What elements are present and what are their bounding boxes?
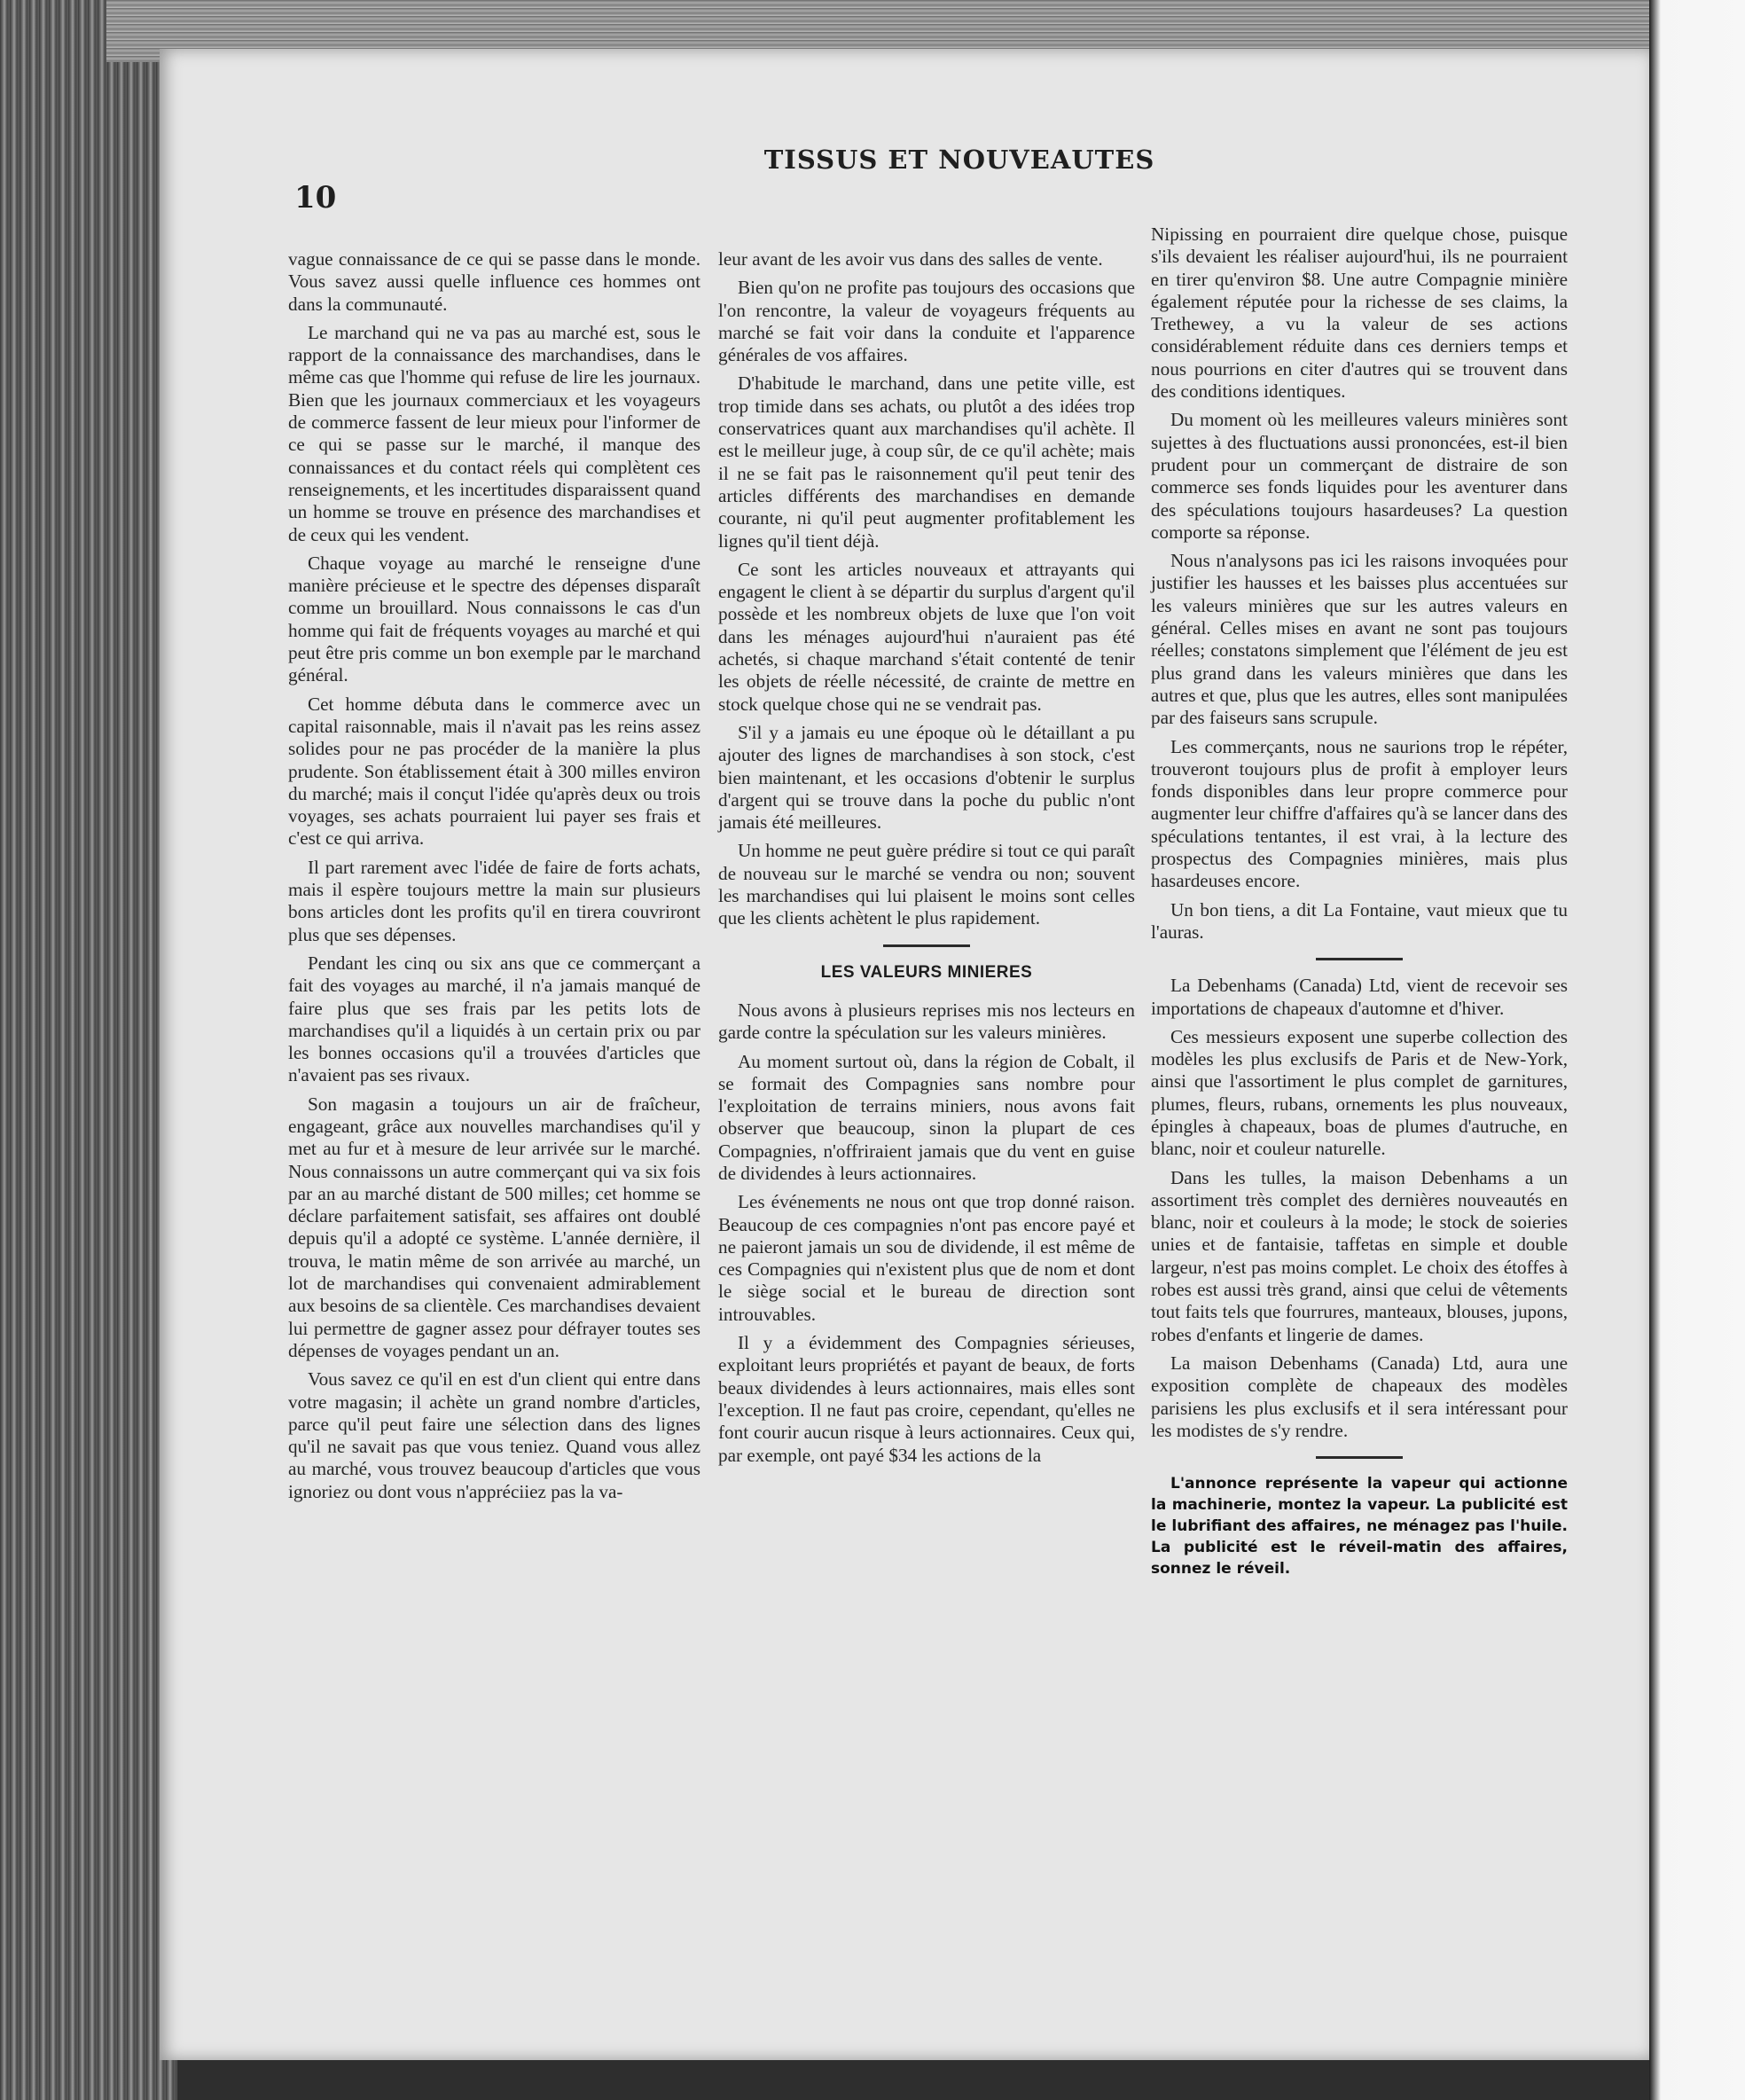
paragraph: Du moment où les meilleures valeurs minières sont sujettes à des fluctuations aussi prononcées, est-il bien prudent pour un commerçant de distraire de son commerce ses fonds liquides pour les aventurer dans des spéculations toujours hasardeuses? La question comporte sa réponse. [1151, 409, 1568, 543]
section-divider [883, 944, 970, 947]
paragraph: Bien qu'on ne profite pas toujours des occasions que l'on rencontre, la valeur de voyageurs fréquents au marché se fait voir dans la conduite et l'apparence générales de vos affaires. [718, 277, 1135, 366]
paragraph: Chaque voyage au marché le renseigne d'une manière précieuse et le spectre des dépenses disparaît comme un brouillard. Nous connaissons le cas d'un homme qui fait de fréquents voyages au marché et qui peut être pris comme un bon exemple par le marchand général. [288, 552, 700, 686]
paragraph: Pendant les cinq ou six ans que ce commerçant a fait des voyages au marché, il n'a jamais manqué de faire plus que ses frais par les petits lots de marchandises qu'il a liquidés à un certain prix ou par les bonnes occasions qu'il a trouvées d'articles que n'avaient pas ses rivaux. [288, 952, 700, 1086]
advertising-notice: L'annonce représente la vapeur qui actionne la machinerie, montez la vapeur. La publicité est le lubrifiant des affaires, ne ménagez pas l'huile. La publicité est le réveil-matin des affaires, sonnez le réveil. [1151, 1475, 1568, 1579]
paragraph: Nous n'analysons pas ici les raisons invoquées pour justifier les hausses et les baisses plus accentuées sur les valeurs minières que sur les autres valeurs en général. Celles mises en avant ne sont pas toujours réelles; constatons simplement que l'élément de jeu est plus grand dans les valeurs minières que dans les autres et que, plus que les autres, elles sont manipulées par des faiseurs sans scrupule. [1151, 550, 1568, 729]
paragraph: Vous savez ce qu'il en est d'un client qui entre dans votre magasin; il achète un grand nombre d'articles, parce qu'il peut faire une sélection dans des lignes qu'il ne savait pas que vous teniez. Quand vous allez au marché, vous trouvez beaucoup d'articles que vous ignoriez ou dont vous n'appréciiez pas la va- [288, 1368, 700, 1502]
paragraph: Son magasin a toujours un air de fraîcheur, engageant, grâce aux nouvelles marchandises qu'il y met au fur et à mesure de leur arrivée sur le marché. Nous connaissons un autre commerçant qui va six fois par an au marché distant de 500 milles; cet homme se déclare parfaitement satisfait, ses affaires ont doublé depuis qu'il a adopté ce système. L'année dernière, il trouva, le matin même de son arrivée au marché, un lot de marchandises qui convenaient admirablement aux besoins de sa clientèle. Ces marchandises devaient lui permettre de gagner assez pour défrayer toutes ses dépenses de voyages pendant un an. [288, 1093, 700, 1361]
paragraph: Ces messieurs exposent une superbe collection des modèles les plus exclusifs de Paris et de New-York, ainsi que l'assortiment le plus complet de garnitures, plumes, fleurs, rubans, ornements les plus nouveaux, épingles à chapeaux, boas de plumes d'autruche, en blanc, noir et couleur naturelle. [1151, 1025, 1568, 1160]
paragraph: vague connaissance de ce qui se passe dans le monde. Vous savez aussi quelle influence ces hommes ont dans la communauté. [288, 248, 700, 315]
running-title: TISSUS ET NOUVEAUTES [763, 145, 1155, 175]
paragraph: Les commerçants, nous ne saurions trop le répéter, trouveront toujours plus de profit à employer leurs fonds disponibles dans leur propre commerce pour augmenter leur chiffre d'affaires qu'à se lancer dans des spéculations tentantes, il est vrai, à la lecture des prospectus des Compagnies minières, mais plus hasardeuses encore. [1151, 735, 1568, 892]
column-2 [718, 248, 1135, 1473]
paragraph: S'il y a jamais eu une époque où le détaillant a pu ajouter des lignes de marchandises à son stock, c'est bien maintenant, et les occasions d'obtenir le surplus d'argent qui se trouve dans la poche du public n'ont jamais été meilleures. [718, 721, 1135, 834]
paragraph: Un bon tiens, a dit La Fontaine, vaut mieux que tu l'auras. [1151, 898, 1568, 943]
column-3 [1151, 223, 1568, 1579]
page-sheet [160, 49, 1649, 2060]
section-divider [1316, 1456, 1403, 1459]
paragraph: Nipissing en pourraient dire quelque chose, puisque s'ils devaient les réaliser aujourd'hui, ils ne pourraient en tirer qu'environ $8. Une autre Compagnie minière également réputée pour la richesse de ses claims, la Trethewey, a vu la valeur de ses actions considérablement réduite dans ces derniers temps et nous pourrions en citer d'autres qui se trouvent dans des conditions identiques. [1151, 223, 1568, 403]
book-page-edges [0, 0, 177, 2100]
paragraph: Il y a évidemment des Compagnies sérieuses, exploitant leurs propriétés et payant de beaux, de forts beaux dividendes à leurs actionnaires, mais elles sont l'exception. Il ne faut pas croire, cependant, qu'elles ne font courir aucun risque à leurs actionnaires. Ceux qui, par exemple, ont payé $34 les actions de la [718, 1332, 1135, 1466]
paragraph: D'habitude le marchand, dans une petite ville, est trop timide dans ses achats, ou plutôt a des idées trop conservatrices quant aux marchandises qu'il achète. Il est le meilleur juge, à coup sûr, de ce qu'il achète; mais il ne se fait pas le raisonnement qu'il peut tenir des articles différents des marchandises en demande courante, ni qu'il peut augmenter profitablement les lignes qu'il tient déjà. [718, 372, 1135, 552]
paragraph: Les événements ne nous ont que trop donné raison. Beaucoup de ces compagnies n'ont pas encore payé et ne paieront jamais un sou de dividende, il est même de ces Compagnies qui n'existent plus que de nom et dont le siège social et le bureau de direction sont introuvables. [718, 1191, 1135, 1325]
page-number: 10 [294, 180, 337, 215]
section-divider [1316, 958, 1403, 960]
paragraph: Dans les tulles, la maison Debenhams a un assortiment très complet des dernières nouveautés en blanc, noir et couleurs à la mode; le stock de soieries unies et de fantaisie, taffetas en simple et double largeur, n'est pas moins complet. Le choix des étoffes à robes est aussi très grand, ainsi que celui de vêtements tout faits tels que fourrures, manteaux, blouses, jupons, robes d'enfants et lingerie de dames. [1151, 1166, 1568, 1345]
paragraph: Au moment surtout où, dans la région de Cobalt, il se formait des Compagnies sans nombre pour l'exploitation de terrains miniers, nous avons fait observer que beaucoup, sinon la plupart de ces Compagnies, n'offriraient jamais que du vent en guise de dividendes à leurs actionnaires. [718, 1050, 1135, 1184]
paragraph: Un homme ne peut guère prédire si tout ce qui paraît de nouveau sur le marché se vendra ou non; souvent les marchandises qui lui plaisent le moins sont celles que les clients achètent le plus rapidement. [718, 840, 1135, 929]
right-margin [1649, 0, 1745, 2100]
paragraph: Cet homme débuta dans le commerce avec un capital raisonnable, mais il n'avait pas les reins assez solides pour ne pas procéder de la manière la plus prudente. Son établissement était à 300 milles environ du marché; mais il conçut l'idée qu'après deux ou trois voyages, ses achats pourraient lui payer ses frais et c'est ce qui arriva. [288, 693, 700, 850]
paragraph: La Debenhams (Canada) Ltd, vient de recevoir ses importations de chapeaux d'automne et d'hiver. [1151, 975, 1568, 1019]
paragraph: Nous avons à plusieurs reprises mis nos lecteurs en garde contre la spéculation sur les valeurs minières. [718, 999, 1135, 1044]
paragraph: Il part rarement avec l'idée de faire de forts achats, mais il espère toujours mettre la main sur plusieurs bons articles dont les profits qu'il en tirera couvriront plus que ses dépenses. [288, 856, 700, 945]
paragraph: Ce sont les articles nouveaux et attrayants qui engagent le client à se départir du surplus d'argent qu'il possède et les nombreux objets de luxe que l'on voit dans les ménages aujourd'hui n'auraient pas été achetés, si chaque marchand s'était contenté de tenir les objets de réelle nécessité, de crainte de mettre en stock quelque chose qui ne se vendrait pas. [718, 558, 1135, 715]
paragraph: Le marchand qui ne va pas au marché est, sous le rapport de la connaissance des marchandises, dans le même cas que l'homme qui refuse de lire les journaux. Bien que les journaux commerciaux et les voyageurs de commerce fassent de leur mieux pour l'informer de ce qui se passe sur le marché, il manque des connaissances et du contact réels qui complètent ces renseignements, et les incertitudes disparaissent quand un homme se trouve en présence des marchandises et de ceux qui les vendent. [288, 321, 700, 545]
section-heading: LES VALEURS MINIERES [820, 962, 1033, 982]
paragraph: leur avant de les avoir vus dans des salles de vente. [718, 248, 1103, 270]
paragraph: La maison Debenhams (Canada) Ltd, aura une exposition complète de chapeaux des modèles parisiens les plus exclusifs et il sera intéressant pour les modistes de s'y rendre. [1151, 1352, 1568, 1441]
column-1 [288, 248, 700, 1509]
